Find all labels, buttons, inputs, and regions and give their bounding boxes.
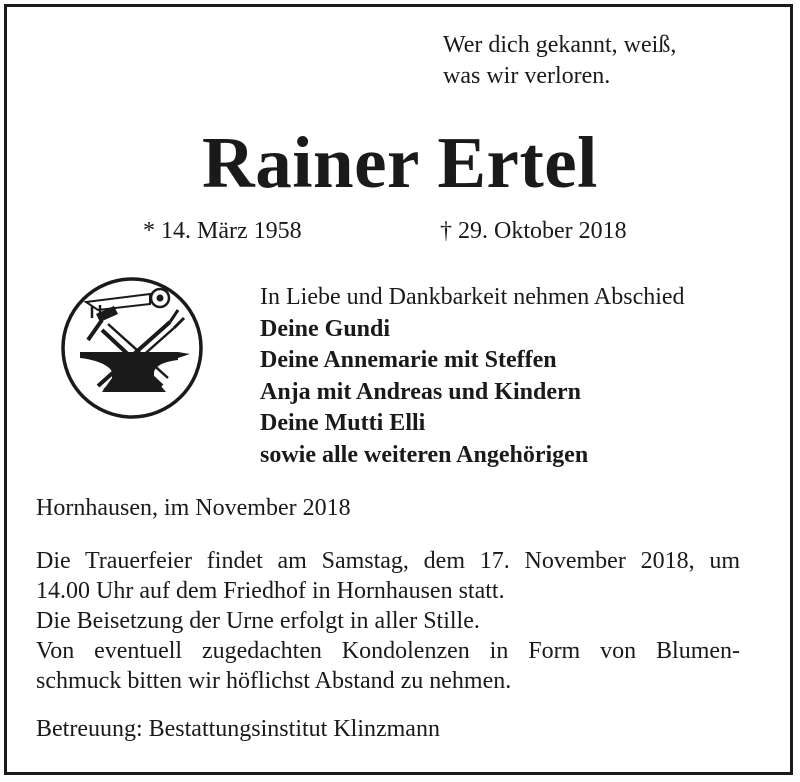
place-and-date: Hornhausen, im November 2018	[36, 495, 351, 521]
funeral-director: Betreuung: Bestattungsinstitut Klinzmann	[36, 716, 440, 742]
mourner-name: sowie alle weiteren Angehörigen	[260, 441, 589, 468]
blacksmith-anvil-tools-icon	[58, 274, 206, 422]
mourner-name: Anja mit Andreas und Kindern	[260, 378, 581, 405]
mourner-name: Deine Gundi	[260, 315, 391, 342]
service-line: Die Beisetzung der Urne erfolgt in aller Stille.	[36, 608, 480, 634]
service-line: Von eventuell zugedachten Kondolenzen in Form von Blumen-	[36, 638, 740, 664]
service-line: Die Trauerfeier findet am Samstag, dem 17. November 2018, um	[36, 548, 740, 574]
mourner-name: Deine Annemarie mit Steffen	[260, 347, 557, 373]
mourners-block	[260, 282, 685, 471]
epigraph-line-2: was wir verloren.	[443, 63, 611, 89]
epigraph-line-1: Wer dich gekannt, weiß,	[443, 32, 677, 58]
birth-date: * 14. März 1958	[143, 218, 302, 244]
service-line: schmuck bitten wir höflichst Abstand zu nehmen.	[36, 668, 512, 694]
service-line: 14.00 Uhr auf dem Friedhof in Hornhausen statt.	[36, 578, 505, 604]
mourner-name: Deine Mutti Elli	[260, 410, 426, 436]
mourners-intro: In Liebe und Dankbarkeit nehmen Abschied	[260, 284, 685, 310]
deceased-name: Rainer Ertel	[202, 122, 598, 203]
epigraph	[443, 30, 676, 92]
service-details	[36, 546, 740, 696]
death-date: † 29. Oktober 2018	[440, 218, 627, 244]
